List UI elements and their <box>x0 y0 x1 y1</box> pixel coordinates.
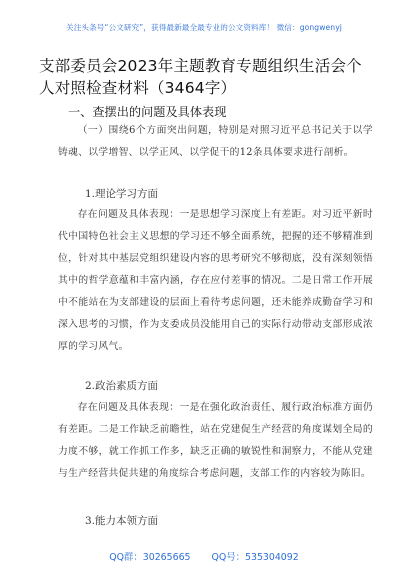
intro-paragraph-block <box>58 120 373 164</box>
footer-contact <box>0 549 408 563</box>
sub-heading-politics: 2.政治素质方面 <box>85 380 159 392</box>
sub-heading-ability: 3.能力本领方面 <box>85 515 159 527</box>
sub-heading-theory: 1.理论学习方面 <box>85 188 159 200</box>
theory-paragraph: 存在问题及具体表现：一是思想学习深度上有差距。对习近平新时代中国特色社会主义思想的学习还不够全面系统，把握的还不够精准到位，针对其中基层党组织建设内容的思考研究不够彻底，没有深刻领悟其中的哲学意蕴和丰富内涵，存在应付差事的情况。二是日常工作开展中不能站在为支部建设的层面上看待考虑问题，还未能养成勤奋学习和深入思考的习惯，作为支委成员没能用自己的实际行动带动支部形成浓厚的学习风气。 <box>58 209 373 352</box>
politics-paragraph-block <box>58 397 373 485</box>
theory-paragraph-block <box>58 204 373 358</box>
document-title: 支部委员会2023年主题教育专题组织生活会个人对照检查材料（3464字） <box>39 57 362 97</box>
section-heading: 一、查摆出的问题及具体表现 <box>68 105 227 119</box>
qq-number-text: QQ号：535304092 <box>211 552 299 563</box>
politics-paragraph: 存在问题及具体表现：一是在强化政治责任、履行政治标准方面仍有差距。二是工作缺乏前瞻性，站在党建促生产经营的角度谋划全局的力度不够，就工作抓工作多，缺乏正确的敏锐性和洞察力，不能从党建与生产经营共促共建的角度综合考虑问题，支部工作的内容较为陈旧。 <box>58 402 373 479</box>
intro-paragraph: （一）围绕6个方面突出问题，特别是对照习近平总书记关于以学铸魂、以学增智、以学正风、以学促干的12条具体要求进行剖析。 <box>58 125 373 158</box>
header-note: 关注头条号“公文研究”，获得最新最全最专业的公文资料库！ 微信：gongwenyj <box>66 23 342 32</box>
qq-group-text: QQ群：30265665 <box>109 552 191 563</box>
